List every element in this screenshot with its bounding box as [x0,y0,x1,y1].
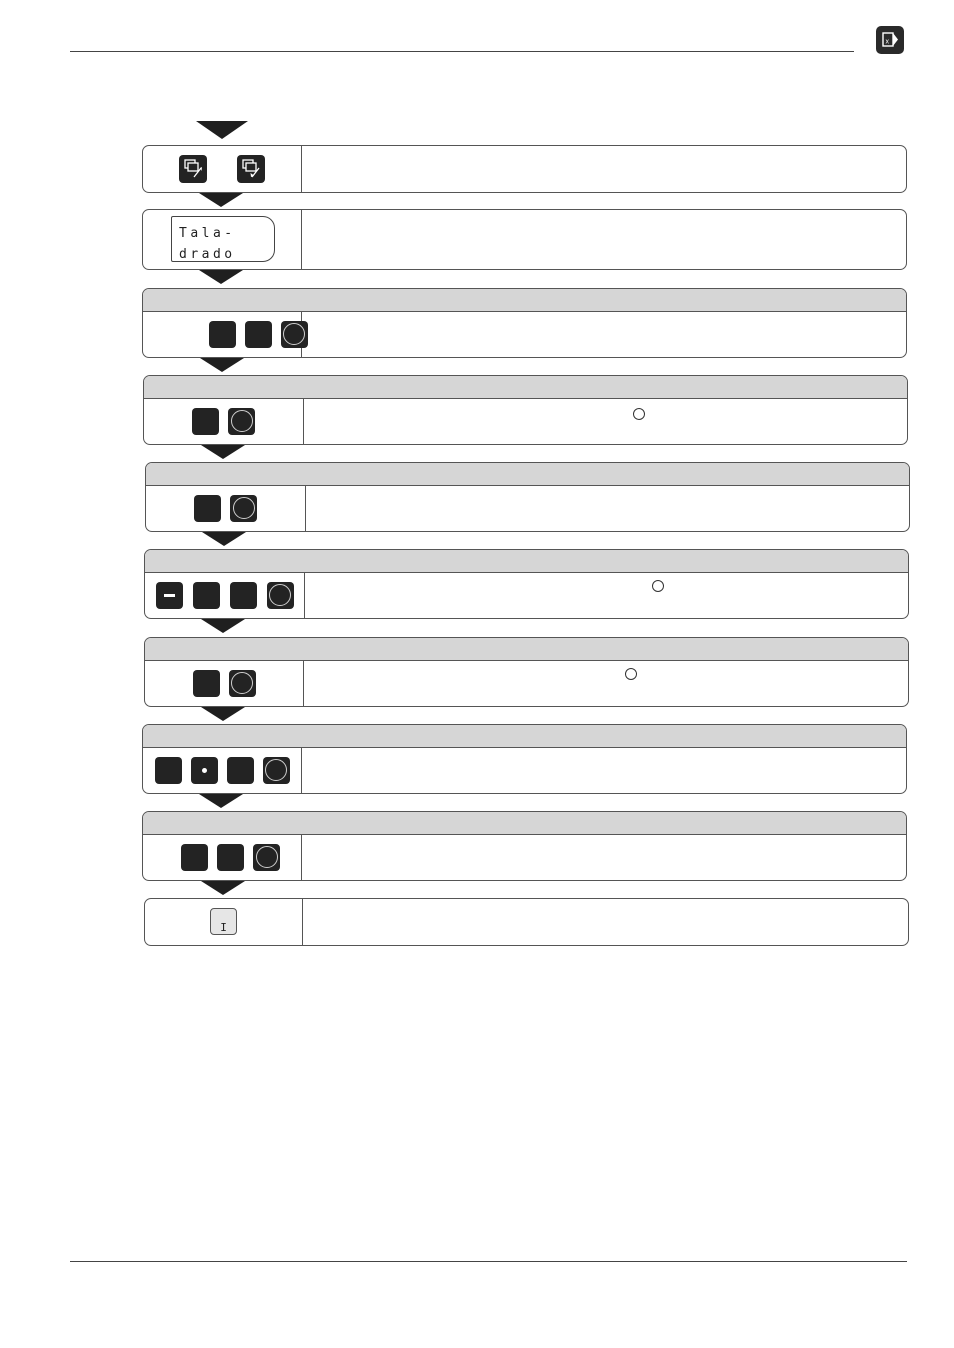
step-divider [301,210,302,269]
step-display-message [142,209,907,270]
step-keys [146,485,305,531]
step-9 [142,811,907,881]
footer-rule [70,1261,907,1262]
step-header [144,376,907,399]
step-10 [144,898,909,946]
flow-arrow [199,193,243,207]
axis-key-right-icon[interactable] [237,155,265,183]
step-divider [304,572,305,618]
flow-arrow [199,794,243,808]
step-3 [142,288,907,358]
flow-arrow [202,532,246,546]
enter-key[interactable] [281,321,308,348]
step-header [143,289,906,312]
flow-arrow [201,881,245,895]
digit-key[interactable] [193,670,220,697]
digit-key[interactable] [230,582,257,609]
digit-key[interactable] [209,321,236,348]
axis-key-left-icon[interactable] [179,155,207,183]
step-keys [143,311,373,357]
step-header [143,812,906,835]
display-window [171,216,275,262]
enter-key[interactable] [228,408,255,435]
step-keys [143,146,301,192]
step-keys [145,572,304,618]
digit-key[interactable] [193,582,220,609]
circle-marker [625,668,637,680]
step-6 [144,549,909,619]
enter-key[interactable] [230,495,257,522]
svg-text:x: x [885,38,889,46]
step-divider [301,747,302,793]
step-5 [145,462,910,532]
enter-key[interactable] [253,844,280,871]
step-header [143,725,906,748]
step-header [145,550,908,573]
flow-arrow [201,619,245,633]
digit-key[interactable] [192,408,219,435]
step-keys [143,747,301,793]
flow-arrow-start [196,121,248,139]
minus-key[interactable] [156,582,183,609]
display-line-1: Tala- [179,226,236,241]
step-divider [303,660,304,706]
step-keys [144,398,303,444]
step-divider [301,146,302,192]
digit-key[interactable] [194,495,221,522]
step-header [145,638,908,661]
header-rule [70,51,854,52]
digit-key[interactable] [227,757,254,784]
softkey-i[interactable]: I [210,908,237,935]
step-8 [142,724,907,794]
display-line-2: drado [179,247,236,262]
flow-arrow [201,707,245,721]
decimal-point-key[interactable] [191,757,218,784]
circle-marker [633,408,645,420]
flow-arrow [200,358,244,372]
document-page-icon [876,26,904,54]
flow-arrow [199,270,243,284]
step-7 [144,637,909,707]
digit-key[interactable] [245,321,272,348]
step-divider [305,485,306,531]
step-divider [303,398,304,444]
step-4 [143,375,908,445]
digit-key[interactable] [217,844,244,871]
digit-key[interactable] [181,844,208,871]
circle-marker [652,580,664,592]
enter-key[interactable] [263,757,290,784]
step-divider [302,899,303,945]
flow-arrow [201,445,245,459]
step-keys [143,834,318,880]
step-axis-select [142,145,907,193]
digit-key[interactable] [155,757,182,784]
enter-key[interactable] [267,582,294,609]
step-keys [145,660,303,706]
enter-key[interactable] [229,670,256,697]
step-header [146,463,909,486]
